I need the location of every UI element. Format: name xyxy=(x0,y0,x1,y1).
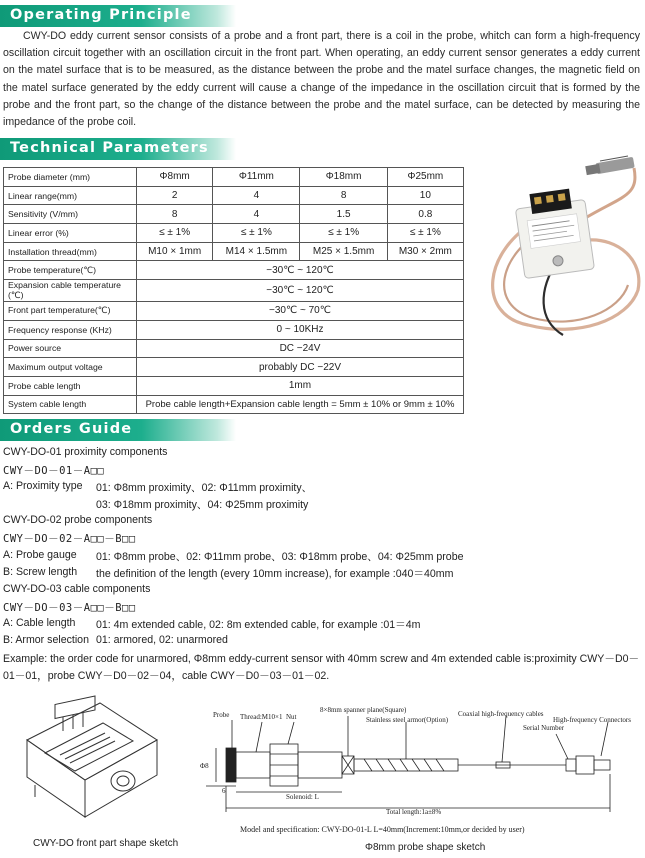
order-code: CWY－DO－03－A□□－B□□ xyxy=(3,602,136,614)
table-cell: ≤ ± 1% xyxy=(213,224,300,243)
table-cell: probably DC −22V xyxy=(137,358,464,377)
table-cell: M14 × 1.5mm xyxy=(213,242,300,261)
table-cell: 4 xyxy=(213,186,300,205)
table-cell: ≤ ± 1% xyxy=(387,224,463,243)
table-cell: 0.8 xyxy=(387,205,463,224)
table-row xyxy=(4,302,464,321)
connectors-label: High-frequency Connectors xyxy=(553,716,631,724)
row-label: Frequency response (KHz) xyxy=(4,320,137,339)
order-field-value: 01: armored, 02: unarmored xyxy=(96,634,228,646)
table-cell: −30℃ ~ 120℃ xyxy=(137,280,464,302)
section-title: Orders Guide xyxy=(10,421,133,437)
table-cell: M25 × 1.5mm xyxy=(300,242,387,261)
table-row xyxy=(4,358,464,377)
order-field-value: 01: 4m extended cable, 02: 8m extended cable, for example :01＝4m xyxy=(96,619,421,631)
table-cell: 10 xyxy=(387,186,463,205)
order-field-label: B: Screw length xyxy=(3,566,78,578)
row-label: Installation thread(mm) xyxy=(4,242,137,261)
sensor-product-photo xyxy=(468,150,645,350)
table-cell: 2 xyxy=(137,186,213,205)
table-cell: Φ25mm xyxy=(387,168,463,187)
technical-parameters-table xyxy=(3,167,464,414)
row-label: Probe temperature(℃) xyxy=(4,261,137,280)
table-cell: M10 × 1mm xyxy=(137,242,213,261)
nut-label: Nut xyxy=(286,713,297,721)
order-code: CWY－DO－01－A□□ xyxy=(3,465,105,477)
section-banner-operating xyxy=(0,5,236,27)
table-cell: Φ18mm xyxy=(300,168,387,187)
row-label: System cable length xyxy=(4,395,137,414)
table-row xyxy=(4,168,464,187)
probe-label: Probe xyxy=(213,711,230,719)
table-cell: −30℃ ~ 70℃ xyxy=(137,302,464,321)
section-banner-orders xyxy=(0,419,236,441)
serial-label: Serial Number xyxy=(523,724,565,732)
row-label: Probe cable length xyxy=(4,376,137,395)
row-label: Probe diameter (mm) xyxy=(4,168,137,187)
table-cell: −30℃ ~ 120℃ xyxy=(137,261,464,280)
table-cell: M30 × 2mm xyxy=(387,242,463,261)
table-cell: 1.5 xyxy=(300,205,387,224)
row-label: Expansion cable temperature (℃) xyxy=(4,280,137,302)
table-cell: DC −24V xyxy=(137,339,464,358)
row-label: Linear error (%) xyxy=(4,224,137,243)
principle-paragraph: CWY-DO eddy current sensor consists of a probe and a front part, there is a coil in the probe, whitch can form a high-frequency oscillation circuit together with an oscillation circuit in the front part. When operating, an eddy current sensor generates a eddy current on the matel surface that is to be measured, as the distance between the probe and the matel surface changes, the magnetic field on the matel surface generated by the eddy current will cause a change of the impedance in the oscillation circuit that is formed by the probe and the front part, so the change of the distance between the probe and the matel surface, can be detected by measuring the impedance of the probe coil. xyxy=(3,30,640,129)
row-label: Linear range(mm) xyxy=(4,186,137,205)
row-label: Sensitivity (V/mm) xyxy=(4,205,137,224)
table-row xyxy=(4,205,464,224)
order-line: CWY-DO-03 cable components xyxy=(3,583,151,595)
order-field-value: 01: Φ8mm probe、02: Φ11mm probe、03: Φ18mm probe、04: Φ25mm probe xyxy=(96,551,464,563)
table-row xyxy=(4,224,464,243)
thread-label: Thread:M10×1 xyxy=(240,713,283,721)
coaxial-label: Coaxial high-frequency cables xyxy=(458,710,544,718)
diameter-label: Φ8 xyxy=(200,762,209,770)
dim-six-label: 6 xyxy=(222,787,226,795)
table-row xyxy=(4,339,464,358)
order-code: CWY－DO－02－A□□－B□□ xyxy=(3,533,136,545)
section-title: Operating Principle xyxy=(10,7,192,23)
order-field-label: A: Cable length xyxy=(3,617,76,629)
table-cell: Probe cable length+Expansion cable length = 5mm ± 10% or 9mm ± 10% xyxy=(137,395,464,414)
order-field-value: 01: Φ8mm proximity、02: Φ11mm proximity、 xyxy=(96,482,313,494)
spanner-label: 8×8mm spanner plane(Square) xyxy=(320,706,407,714)
table-cell: 0 ~ 10KHz xyxy=(137,320,464,339)
table-row xyxy=(4,242,464,261)
total-length-label: Total length:1a±8% xyxy=(386,808,442,816)
armor-label: Stainless steel armor(Option) xyxy=(366,716,449,724)
table-cell: ≤ ± 1% xyxy=(137,224,213,243)
order-line: CWY-DO-01 proximity components xyxy=(3,446,168,458)
solenoid-label: Solenoid: L xyxy=(286,793,319,801)
order-example: Example: the order code for unarmored, Φ8mm eddy-current sensor with 40mm screw and 4m extended cable is:proximity CWY－D0－ xyxy=(3,653,640,665)
row-label: Maximum output voltage xyxy=(4,358,137,377)
order-field-label: A: Proximity type xyxy=(3,480,83,492)
table-row xyxy=(4,186,464,205)
section-title: Technical Parameters xyxy=(10,140,209,156)
order-field-label: A: Probe gauge xyxy=(3,549,77,561)
table-row xyxy=(4,320,464,339)
front-part-sketch xyxy=(15,695,170,835)
table-row xyxy=(4,376,464,395)
model-spec-label: Model and specification: CWY-DO-01-L L=40mm(Increment:10mm,or decided by user) xyxy=(240,825,525,834)
section-banner-technical xyxy=(0,138,236,160)
order-field-label: B: Armor selection xyxy=(3,634,89,646)
table-cell: ≤ ± 1% xyxy=(300,224,387,243)
table-cell: 4 xyxy=(213,205,300,224)
order-line: CWY-DO-02 probe components xyxy=(3,514,153,526)
table-cell: 8 xyxy=(137,205,213,224)
table-cell: Φ8mm xyxy=(137,168,213,187)
table-cell: 8 xyxy=(300,186,387,205)
row-label: Power source xyxy=(4,339,137,358)
table-cell: Φ11mm xyxy=(213,168,300,187)
probe-sketch-caption: Φ8mm probe shape sketch xyxy=(365,842,486,853)
order-field-value: 03: Φ18mm proximity、04: Φ25mm proximity xyxy=(96,499,309,511)
table-row xyxy=(4,280,464,302)
table-cell: 1mm xyxy=(137,376,464,395)
table-row xyxy=(4,395,464,414)
row-label: Front part temperature(℃) xyxy=(4,302,137,321)
table-row xyxy=(4,261,464,280)
order-example: 01－01，probe CWY－D0－02－04，cable CWY－D0－03－01－02. xyxy=(3,670,330,682)
front-sketch-caption: CWY-DO front part shape sketch xyxy=(33,838,179,849)
order-field-value: the definition of the length (every 10mm increase), for example :040＝40mm xyxy=(96,568,454,580)
